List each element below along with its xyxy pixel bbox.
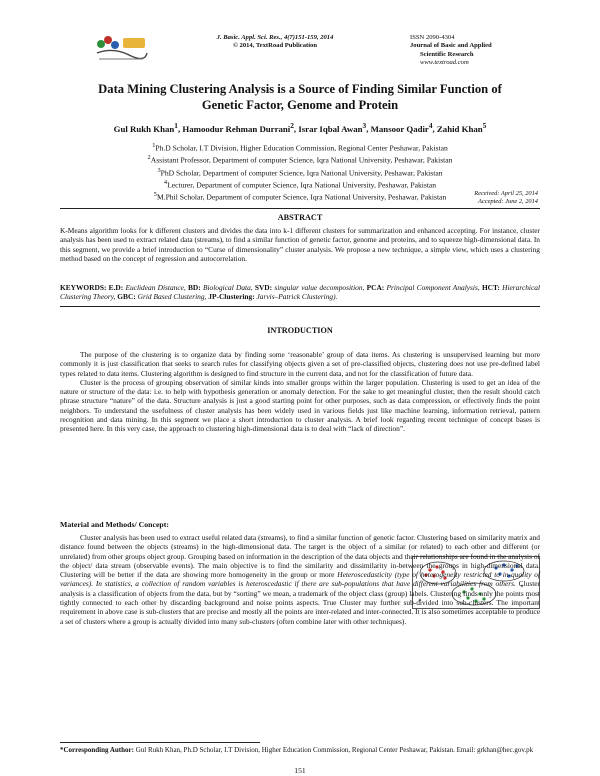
submission-dates bbox=[474, 190, 538, 206]
title-line-1: Data Mining Clustering Analysis is a Source of Finding Similar Function of bbox=[98, 82, 502, 96]
corresponding-text: Gul Rukh Khan, Ph.D Scholar, I.T Division, Higher Education Commission, Regional Center Peshawar, Pakistan. Email: grkhan@hec.gov.pk bbox=[135, 746, 534, 754]
journal-header-right bbox=[410, 34, 550, 68]
affiliation: $^5$M.Phil Scholar, Department of computer Science, Iqra National University, Peshawar, Pakistan bbox=[153, 191, 447, 202]
abstract-body bbox=[60, 226, 540, 263]
journal-website[interactable]: www.textroad.com bbox=[420, 59, 469, 67]
affiliation: $^4$Lecturer, Department of computer Science, Iqra National University, Peshawar, Pakistan bbox=[163, 178, 437, 190]
introduction-heading: INTRODUCTION bbox=[267, 326, 333, 335]
abstract-heading: ABSTRACT bbox=[277, 213, 323, 222]
paper-title bbox=[40, 82, 560, 113]
journal-name-line1: Journal of Basic and Applied bbox=[410, 42, 492, 50]
corresponding-author bbox=[60, 746, 540, 755]
divider bbox=[60, 306, 540, 307]
affiliation: $^2$Assistant Professor, Department of computer Science, Iqra National University, Peshawar, Pakistan bbox=[147, 154, 453, 165]
keywords: KEYWORDS: E.D: Euclidean Distance, BD: Biological Data, SVD: singular value decomposition, PCA: Principal Component Analysis, HCT: Hierarchical Clustering Theory, GBC: Grid Based Clustering, JP-Clustering: Jarvis–Patrick Clustering). bbox=[60, 283, 541, 302]
keywords-label: KEYWORDS: bbox=[60, 283, 107, 292]
accepted-date: Accepted: June 2, 2014 bbox=[478, 198, 538, 205]
corresponding-label: *Corresponding Author: bbox=[60, 746, 134, 754]
journal-name-line2: Scientific Research bbox=[420, 50, 474, 58]
divider bbox=[60, 208, 540, 209]
affiliation: $^3$PhD Scholar, Department of computer Science, Iqra National University, Peshawar, Pakistan bbox=[157, 166, 443, 178]
footnote-rule bbox=[60, 742, 260, 743]
journal-citation: J. Basic. Appl. Sci. Res., 4(7)151-159, 2014 bbox=[216, 34, 334, 41]
page-number: 151 bbox=[294, 766, 306, 775]
author: Mansoor Qadir$^4$ bbox=[370, 121, 433, 134]
material-methods-body bbox=[60, 533, 540, 626]
paragraph: Cluster analysis has been used to extract useful related data (streams), to find a similar function of genetic factor. Clustering based on similarity matrix and distance found between the objects (streams) in the high-dimensional data. The target is the object of a similar (or related) to each other and different (or unrelated) from other groups object group. Grouping based on information in the description of the data objects and their relationships are found in the analysis of the object/ data stream (observable events). The main objective is to find the similarity and dissimilarity in-between the groups in high-dimensional data. Clustering will be better if the data are showing more homogeneity in the group or more Heteroscedasticity (type of heterogeneity restricted to in-quality of variances). In statistics, a collection of random variables is heteroscedastic if there are sub-populations that have different variabilities from others. Cluster analysis is a classification of objects from the data, but by “sorting” we mean, a trademark of the object class (group) labels. Clustering finds only the points most tightly connected to each other by discarding background and noise points aspects. True Cluster may further sub-divided into sub-clusters. The important requirement in above case is sub-clusters that are precise and mostly all the points are inter-related and inter-connected. It is also sometimes acceptable to produce a set of clusters where a group is actually divided into many sub-clusters (often combine later with other techniques). bbox=[60, 533, 541, 626]
issn: ISSN 2090-4304 bbox=[410, 34, 455, 41]
material-methods-heading: Material and Methods/ Concept: bbox=[60, 520, 169, 529]
author: Israr Iqbal Awan$^3$ bbox=[298, 121, 367, 134]
author-list: Gul Rukh Khan$^1$, Hamoodur Rehman Durrani$^2$, Israr Iqbal Awan$^3$, Mansoor Qadir$^4$, Zahid Khan$^5$ bbox=[113, 121, 487, 134]
author: Zahid Khan$^5$ bbox=[436, 121, 487, 134]
paragraph: The purpose of the clustering is to organize data by finding some ‘reasonable’ group of data items. As clustering is unsupervised learning but more commonly it is just classification that seeks to search rules for classifying objects given a set of pre-classified objects, clustering does not use pre-defined label types related to data items. Clustering algorithm is designed to find structure in the current data, and not for the classification of future data. bbox=[60, 350, 540, 378]
affiliation: $^1$Ph.D Scholar, I.T Division, Higher Education Commission, Regional Center Peshawar, Pakistan bbox=[152, 142, 448, 153]
copyright: © 2014, TextRoad Publication bbox=[232, 42, 318, 50]
author: Gul Rukh Khan$^1$ bbox=[113, 121, 178, 134]
abstract-text: K-Means algorithm looks for k different clusters and divides the data into k-1 different clusters for summarization and enhanced accepting. For instance, cluster analysis has been used to extract related data (streams), to find a similar function of genetic factor, genome and proteins, and to squeeze high-dimensional data. In this segment, we provide a brief introduction to “Curse of dimensionality” cluster analysis. We propose a new technique, a simple view, which uses a clustering method based on the concept of regression and autocorrelation. bbox=[60, 226, 540, 263]
received-date: Received: April 25, 2014 bbox=[474, 190, 538, 197]
journal-header-left bbox=[185, 34, 365, 51]
textroad-logo bbox=[93, 33, 149, 63]
title-line-2: Genetic Factor, Genome and Protein bbox=[201, 97, 399, 112]
introduction-body bbox=[60, 350, 540, 434]
paragraph: Cluster is the process of grouping observation of similar kinds into smaller groups within the larger population. Clustering is used to get an idea of the nature or structure of the data: i.e. to help with hypothesis generation or anomaly detection. For the sake to get meaningful cluster, then the result should catch phrase structure “nature” of the data. Structure analysis is just a good starting point for other purposes, such as data compression, or effectively finds the point neighbors. To understand the usefulness of cluster analysis has been widely used in various fields just like machine learning, information retrieval, pattern recognition and data mining. In this segment we place a short introduction to cluster analysis. A brief look regarding recent technique of concept bases is presented here. In this very case, the approach to clustering high-dimensional data is to deal with “lack of direction”. bbox=[60, 377, 540, 434]
author: Hamoodur Rehman Durrani$^2$ bbox=[182, 121, 294, 134]
